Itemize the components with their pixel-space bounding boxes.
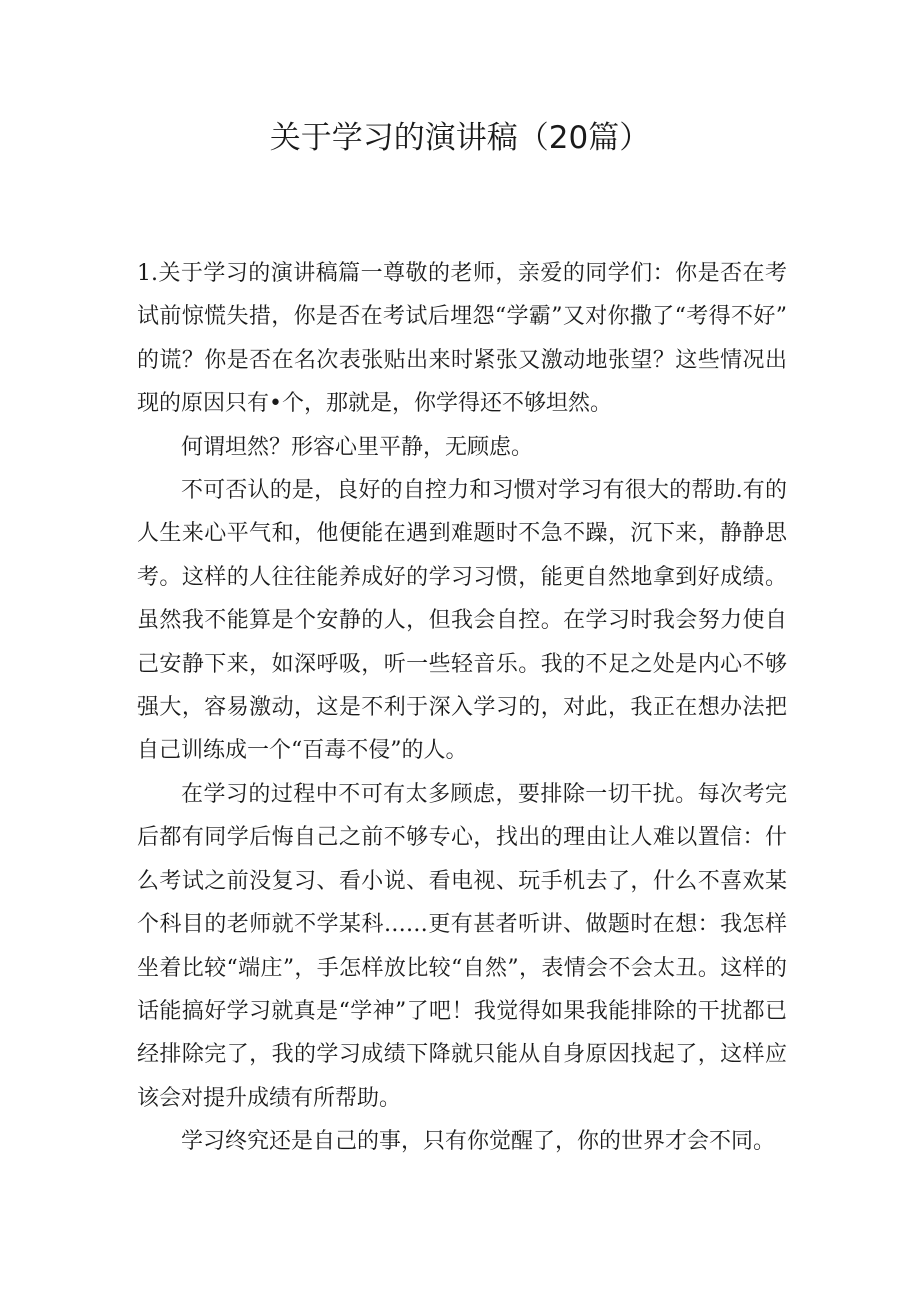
paragraph-5: 学习终究还是自己的事，只有你觉醒了，你的世界才会不同。 [181, 1129, 776, 1155]
document-title: 关于学习的演讲稿（20篇） [269, 120, 651, 156]
paragraph-4: 在学习的过程中不可有太多顾虑，要排除一切干扰。每次考完后都有同学后悔自己之前不够专心，找出的理由让人难以置信：什么考试之前没复习、看小说、看电视、玩手机去了，什么不喜欢某个科目的老师就不学某科……更有甚者听讲、做题时在想：我怎样坐着比较“端庄”，手怎样放比较“自然”，表情会不会太丑。这样的话能搞好学习就真是“学神”了吧！我觉得如果我能排除的干扰都已经排除完了，我的学习成绩下降就只能从自身原因找起了，这样应该会对提升成绩有所帮助。 [137, 781, 787, 1111]
paragraph-2: 何谓坦然？形容心里平静，无顾虑。 [181, 434, 534, 460]
paragraph-3: 不可否认的是，良好的自控力和习惯对学习有很大的帮助.有的人生来心平气和，他便能在遇到难题时不急不躁，沉下来，静静思考。这样的人往往能养成好的学习习惯，能更自然地拿到好成绩。虽然我不能算是个安静的人，但我会自控。在学习时我会努力使自己安静下来，如深呼吸，听一些轻音乐。我的不足之处是内心不够强大，容易激动，这是不利于深入学习的，对此，我正在想办法把自己训练成一个“百毒不侵”的人。 [137, 478, 787, 764]
document-body [137, 252, 787, 1164]
paragraph-1: 1.关于学习的演讲稿篇一尊敬的老师，亲爱的同学们：你是否在考试前惊慌失措，你是否在考试后埋怨“学霸”又对你撒了“考得不好”的谎？你是否在名次表张贴出来时紧张又激动地张望？这些情况出现的原因只有•个，那就是，你学得还不够坦然。 [137, 261, 787, 417]
